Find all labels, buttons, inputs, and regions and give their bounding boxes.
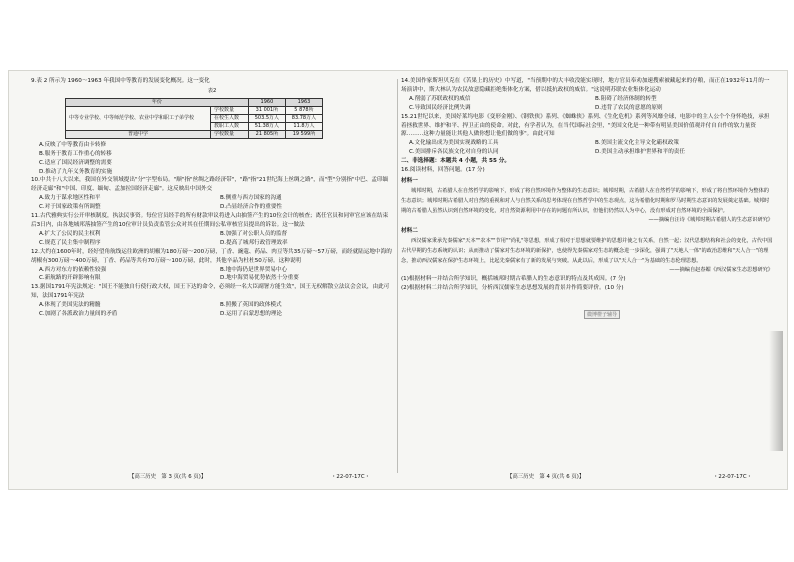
table-cell: 503.5万人 xyxy=(248,114,285,122)
table-cell: 学校数量 xyxy=(211,106,249,114)
question-9: 9.表 2 所示为 1960～1963 年我国中等教育的发展变化概况。这一变化 xyxy=(31,78,210,84)
option-b: B.美国主流文化主导文化霸权政策 xyxy=(595,140,679,147)
right-page xyxy=(401,77,773,292)
question-11: 11.古代雅典实行公开审核制度，执法民事资。每位官员经手的所有财款审议将进入由抽签产生的10位会计的核查；离任官员和同审官应该在结束后3日内，由各地城邦落抽签产生的10位审计员负责监管公众对其在任期间公私审核官员提出的诉讼。这一做法 xyxy=(31,213,389,228)
option-d: D.运用了启蒙思想的理论 xyxy=(220,311,283,318)
table-cell: 11.8万人 xyxy=(285,122,322,130)
sub-question-1: (1)根据材料一并结合所学知识，概括城邦时期古希腊人的生态意识的特点及其成因。(7 分) xyxy=(401,275,626,282)
q15-options xyxy=(401,139,773,157)
question-10: 10.中共十八大以来，我国在外交领域提出"分"字型布局。"顺"指"丝绸之路经济带"，"路"指"21世纪海上丝绸之路"，而"型"分别指"中巴、孟印缅经济走廊"和"中国、印度、缅甸、孟加拉国经济走廊"。这反映出中国外交 xyxy=(31,177,389,193)
exam-sheet xyxy=(8,70,788,490)
table-header-1960: 1960 xyxy=(248,98,285,106)
option-a: A.西方对东方的依赖性较强 xyxy=(39,266,107,273)
option-c: C.对于国家政策有所调整 xyxy=(39,204,101,211)
option-a: A.反映了中等教育由卡转修 xyxy=(39,141,107,148)
question-14: 14.美国作家斯坦贝克在《苦果上的历史》中写道，"当预期中的大丰收没能实现时，地方官员奉劝加速搜索被藏起来的存粮，而正在1932年11月的一场演讲中，斯大林认为农民故意隐藏拒绝集体化方案，借以抵抗政权的威信。"这说明苏联农业集体化运动 xyxy=(401,78,770,93)
left-page-footer: 【高三历史 第 3 页(共 6 页)】 xyxy=(129,474,207,480)
table-cell: 5 878所 xyxy=(285,106,322,114)
option-c: C.适应了国民经济调整的需要 xyxy=(39,159,112,166)
material-1-source: ——摘编自汪诗《城邦时期古希腊人的生态意识研究》 xyxy=(648,216,773,223)
table-cell: 普通中学 xyxy=(66,130,211,138)
table-cell: 学校数量 xyxy=(211,130,249,138)
table-group-label: 中等专业学校、中等师范学校、农业中学和职工子弟学校 xyxy=(66,106,211,130)
table-row xyxy=(66,130,323,138)
q14-options xyxy=(401,95,773,113)
table-cell: 19 599所 xyxy=(285,130,322,138)
question-13: 13.据国1791年宪法规定："国王不能独自行使行政大权，国王下达的命令，必须经一名大臣副署方能生效"，国王无权解散立法议会会议，由此可知，法国1791年宪法 xyxy=(31,284,390,300)
option-b: B.加强了对公职人员的监督 xyxy=(220,230,288,237)
option-b: B.照搬了英国的政体模式 xyxy=(220,302,282,309)
table-caption: 表2 xyxy=(207,87,217,94)
watermark-stamp: 微博橙子辅导 xyxy=(584,310,620,319)
material-1-title: 材料一 xyxy=(401,177,418,184)
table-cell: 21 805所 xyxy=(248,130,285,138)
option-d: D.违背了农民的意愿的原则 xyxy=(595,104,663,111)
option-d: D.凸显经济合作的重要性 xyxy=(220,204,283,211)
left-page-code: ・22-07-17C・ xyxy=(331,474,371,480)
option-a: A.体现了美国宪法的精髓 xyxy=(39,302,101,309)
q10-options xyxy=(31,194,393,212)
table-cell: 31 001所 xyxy=(248,106,285,114)
table-header-year: 年份 xyxy=(66,98,249,106)
question-15: 15.21世纪以来，美国好莱坞电影《变形金刚》、《钢铁侠》系列、《蜘蛛侠》系列、《生化危机》系列等风靡全球，电影中的主人公个个身怀绝技，承担着拯救世界、维护和平、捍卫正由的使命。对此，有学者认为，在当代国际社会里，"美国文化是一种带有明显美国价值观并付自自作的软力量资源………这种力量能让其他人做你想让他们做的事"。由此可知 xyxy=(401,113,770,138)
q12-options xyxy=(31,266,393,284)
table-cell: 51.38万人 xyxy=(248,122,285,130)
table-header-row xyxy=(66,98,323,106)
option-b: B.侧重与西方国家的沟通 xyxy=(220,195,282,202)
question-16: 16.阅读材料，回答问题。(17 分) xyxy=(401,167,485,174)
column-divider xyxy=(397,79,398,473)
education-table xyxy=(65,98,323,139)
q11-options xyxy=(31,230,393,248)
table-cell: 教职工人数 xyxy=(211,122,249,130)
left-page xyxy=(31,77,393,319)
option-d: D.推动了九年义务教育的实施 xyxy=(39,168,113,175)
option-a: A.致力于谋求地区性和平 xyxy=(39,195,101,202)
option-d: D.地中海贸易优势依然十分重要 xyxy=(220,275,299,282)
option-d: D.美国主动承担维护世界和平的责任 xyxy=(595,149,685,156)
option-a: A.削弱了苏联政权的威信 xyxy=(409,95,471,102)
option-a: A.扩大了公民的民主权利 xyxy=(39,230,101,237)
table-cell: 83.78万人 xyxy=(285,114,322,122)
option-c: C.美国排斥各民族文化对自身的认同 xyxy=(409,149,499,156)
question-12: 12.大约在1600年时，经好望角航线运往欧洲的胡椒为180万磅～200万磅，丁香、豌蔻、药品、肉豆等共35万磅～57万磅，而经就陆运地中海的胡椒有300万磅～400万磅，丁香、药品等共有70万磅～100万磅，此时，其他辛品为杜杜50万磅。这种说明 xyxy=(31,248,392,264)
option-d: D.提高了城邦行政管理效率 xyxy=(220,239,288,246)
material-1-body: 城邦时期，古希腊人在自然哲学的影响下，形成了将自然环境作为整体的生态意识；城邦时期，古希腊人在自然哲学的影响下，形成了将自然环境作为整体的生态意识；城邦时期古希腊人对自然的重视和对人与自然关系的思考体现在自然哲学中的生态观点，这为希腊化时期和罗马时期生态意识的发展奠定基础。城邦时期的古希腊人虽然认识到自然环境的变化，对自然资源利用中存在的问题有所认识，但他们仍然以人为中心，没有形成对自然环境的全面保护。 xyxy=(401,187,770,214)
q9-options xyxy=(31,141,393,177)
material-2-source: ——摘编自赵春媚《西汉儒家生态思想研究》 xyxy=(669,266,773,273)
right-page-footer: 【高三历史 第 4 页(共 6 页)】 xyxy=(507,474,585,480)
option-c: C.加剧了各派政治力量间的矛盾 xyxy=(39,311,118,318)
option-a: A.文化输出成为美国实现战略的工具 xyxy=(409,140,499,147)
option-c: C.规范了民主集中制程序 xyxy=(39,239,101,246)
section-2-heading: 二、非选择题：本题共 4 小题，共 55 分。 xyxy=(401,158,510,165)
option-b: B.服务于教育工作重心的转移 xyxy=(39,150,112,157)
table-row xyxy=(66,106,323,114)
material-2-title: 材料二 xyxy=(401,227,418,234)
option-c: C.新航路的开辟影响有限 xyxy=(39,275,101,282)
material-2-body: 西汉儒家秉承先秦儒家"天本""农本""节用""尚礼"等思想，形成了相对于思想就要维护的思想并使之有关系，自然一起；汉代思想结构和社会的变化，古代中国古代早期的生态系统的认识；从而推动了儒家对生态环境的新保护，也使得先秦儒家对生态的概念进一步深化，强调了"天地人一体"的政治思维和"天人合一"的理念，推动西汉儒家在保护生态环境上，比起先秦儒家有了新的发展与突破。从此以后，形成了以"天人合一"为基础的生态伦理思想。 xyxy=(401,237,773,264)
table-header-1963: 1963 xyxy=(285,98,322,106)
q13-options xyxy=(31,301,393,319)
page-edge-shadow xyxy=(769,331,783,451)
right-page-code: ・22-07-17C・ xyxy=(713,474,753,480)
table-cell: 在校生人数 xyxy=(211,114,249,122)
option-b: B.地中海仍是世界贸易中心 xyxy=(220,266,288,273)
option-c: C.导致国民经济比例失调 xyxy=(409,104,471,111)
sub-question-2: (2)根据材料二并结合所学知识，分析西汉儒家生态思想发展的背景并作简要评价。(10 分) xyxy=(401,284,624,291)
option-b: B.阻碍了经济体制的转型 xyxy=(595,95,657,102)
